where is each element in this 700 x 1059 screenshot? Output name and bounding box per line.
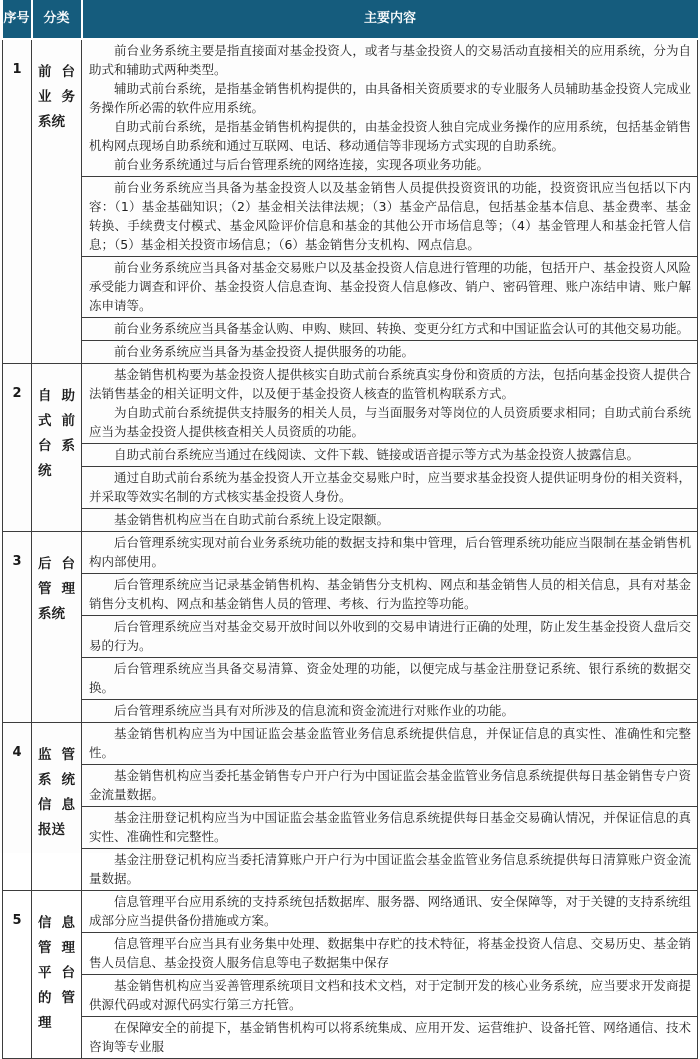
table-row	[3, 723, 698, 765]
content-paragraph: 前台业务系统主要是指直接面对基金投资人，或者与基金投资人的交易活动直接相关的应用系统，分为自助式和辅助式两种类型。	[89, 43, 691, 77]
content-cell	[82, 723, 698, 765]
table-row	[3, 318, 698, 341]
content-paragraph: 后台管理系统实现对前台业务系统功能的数据支持和集中管理，后台管理系统功能应当限制在基金销售机构内部使用。	[89, 535, 691, 569]
content-paragraph: 基金销售机构应当为中国证监会基金监管业务信息系统提供信息，并保证信息的真实性、准确性和完整性。	[89, 726, 691, 760]
table-row	[3, 257, 698, 318]
header-cell-category: 分类	[32, 0, 82, 39]
content-cell	[82, 341, 698, 364]
content-cell	[82, 933, 698, 975]
fund-sales-it-systems-table	[2, 0, 698, 1059]
content-paragraph: 基金注册登记机构应当委托清算账户开户行为中国证监会基金监管业务信息系统提供每日清算账户资金流量数据。	[89, 852, 691, 886]
content-paragraph: 前台业务系统应当具备为基金投资人提供服务的功能。	[114, 344, 415, 359]
content-paragraph: 前台业务系统通过与后台管理系统的网络连接，实现各项业务功能。	[114, 157, 490, 172]
table-row	[3, 341, 698, 364]
content-paragraph: 通过自助式前台系统为基金投资人开立基金交易账户时，应当要求基金投资人提供证明身份的相关资料，并采取等效实名制的方式核实基金投资人身份。	[89, 470, 691, 504]
content-cell	[82, 444, 698, 467]
content-paragraph: 基金销售机构要为基金投资人提供核实自助式前台系统真实身份和资质的方法，包括向基金投资人提供合法销售基金的相关证明文件，以及便于基金投资人核查的监管机构联系方式。	[89, 367, 691, 401]
content-paragraph: 前台业务系统应当具备对基金交易账户以及基金投资人信息进行管理的功能，包括开户、基金投资人风险承受能力调查和评价、基金投资人信息查询、基金投资人信息修改、销户、密码管理、账户冻结申请、账户解冻申请等。	[89, 260, 691, 313]
content-cell	[82, 318, 698, 341]
content-paragraph: 前台业务系统应当具备基金认购、申购、赎回、转换、变更分红方式和中国证监会认可的其他交易功能。	[114, 321, 690, 336]
content-cell	[82, 364, 698, 444]
content-cell	[82, 509, 698, 532]
content-paragraph: 辅助式前台系统，是指基金销售机构提供的，由具备相关资质要求的专业服务人员辅助基金投资人完成业务操作所必需的软件应用系统。	[89, 81, 691, 115]
table-row	[3, 849, 698, 891]
content-paragraph: 自助式前台系统，是指基金销售机构提供的，由基金投资人独自完成业务操作的应用系统，包括基金销售机构网点现场自助系统和通过互联网、电话、移动通信等非现场方式实现的自助系统。	[89, 119, 691, 153]
row-number-cell: 3	[3, 532, 32, 723]
content-paragraph: 信息管理平台应当具有业务集中处理、数据集中存贮的技术特征，将基金投资人信息、交易历史、基金销售人员信息、基金投资人服务信息等电子数据集中保存	[89, 936, 691, 970]
content-cell	[82, 1017, 698, 1059]
table-row	[3, 1017, 698, 1059]
content-cell	[82, 658, 698, 700]
content-cell	[82, 574, 698, 616]
table-row	[3, 658, 698, 700]
content-paragraph: 基金注册登记机构应当为中国证监会基金监管业务信息系统提供每日基金交易确认情况，并保证信息的真实性、准确性和完整性。	[89, 810, 691, 844]
content-paragraph: 后台管理系统应当具有对所涉及的信息流和资金流进行对账作业的功能。	[114, 703, 515, 718]
category-cell: 监管系统信息报送	[32, 723, 82, 891]
row-number-cell: 4	[3, 723, 32, 891]
table-row	[3, 444, 698, 467]
table-row	[3, 39, 698, 177]
table-row	[3, 364, 698, 444]
content-cell	[82, 616, 698, 658]
table-row	[3, 509, 698, 532]
content-cell	[82, 532, 698, 574]
content-paragraph: 基金销售机构应当妥善管理系统项目文档和技术文档，对于定制开发的核心业务系统，应当要求开发商提供源代码或对源代码实行第三方托管。	[89, 978, 691, 1012]
row-number-cell: 2	[3, 364, 32, 532]
table-body	[3, 39, 698, 1059]
content-paragraph: 前台业务系统应当具备为基金投资人以及基金销售人员提供投资资讯的功能，投资资讯应当包括以下内容：（1）基金基础知识；（2）基金相关法律法规；（3）基金产品信息，包括基金基本信息、基金费率、基金转换、手续费支付模式、基金风险评价信息和基金的其他公开市场信息等；（4）基金管理人和基金托管人信息；（5）基金相关投资市场信息；（6）基金销售分支机构、网点信息。	[89, 180, 691, 252]
content-paragraph: 自助式前台系统应当通过在线阅读、文件下载、链接或语音提示等方式为基金投资人披露信息。	[114, 447, 640, 462]
category-cell: 信息管理平台的管理	[32, 891, 82, 1059]
content-paragraph: 后台管理系统应当具备交易清算、资金处理的功能，以便完成与基金注册登记系统、银行系统的数据交换。	[89, 661, 691, 695]
category-cell: 自助式前台系统	[32, 364, 82, 532]
content-cell	[82, 849, 698, 891]
header-cell-main-content: 主要内容	[82, 0, 698, 39]
table-row	[3, 700, 698, 723]
table-row	[3, 177, 698, 257]
table-row	[3, 975, 698, 1017]
content-cell	[82, 765, 698, 807]
table-row	[3, 933, 698, 975]
table-row	[3, 891, 698, 933]
content-paragraph: 信息管理平台应用系统的支持系统包括数据库、服务器、网络通讯、安全保障等，对于关键的支持系统组成部分应当提供备份措施或方案。	[89, 894, 691, 928]
content-paragraph: 后台管理系统应当记录基金销售机构、基金销售分支机构、网点和基金销售人员的相关信息，具有对基金销售分支机构、网点和基金销售人员的管理、考核、行为监控等功能。	[89, 577, 691, 611]
category-cell: 后台管理系统	[32, 532, 82, 723]
content-cell	[82, 807, 698, 849]
content-cell	[82, 177, 698, 257]
table-row	[3, 807, 698, 849]
table-header	[3, 0, 698, 39]
row-number-cell: 1	[3, 39, 32, 364]
content-paragraph: 后台管理系统应当对基金交易开放时间以外收到的交易申请进行正确的处理，防止发生基金投资人盘后交易的行为。	[89, 619, 691, 653]
content-cell	[82, 891, 698, 933]
content-paragraph: 在保障安全的前提下，基金销售机构可以将系统集成、应用开发、运营维护、设备托管、网络通信、技术咨询等专业服	[89, 1020, 691, 1054]
content-cell	[82, 975, 698, 1017]
content-paragraph: 为自助式前台系统提供支持服务的相关人员，与当面服务对等岗位的人员资质要求相同；自助式前台系统应当为基金投资人提供核查相关人员资质的功能。	[89, 405, 691, 439]
table-row	[3, 532, 698, 574]
table-row	[3, 765, 698, 807]
header-cell-no: 序号	[3, 0, 32, 39]
content-cell	[82, 700, 698, 723]
table-row	[3, 616, 698, 658]
table-row	[3, 467, 698, 509]
category-cell: 前台业务系统	[32, 39, 82, 364]
content-paragraph: 基金销售机构应当在自助式前台系统上设定限额。	[114, 512, 390, 527]
row-number-cell: 5	[3, 891, 32, 1059]
content-cell	[82, 467, 698, 509]
table-row	[3, 574, 698, 616]
content-paragraph: 基金销售机构应当委托基金销售专户开户行为中国证监会基金监管业务信息系统提供每日基金销售专户资金流量数据。	[89, 768, 691, 802]
content-cell	[82, 39, 698, 177]
content-cell	[82, 257, 698, 318]
